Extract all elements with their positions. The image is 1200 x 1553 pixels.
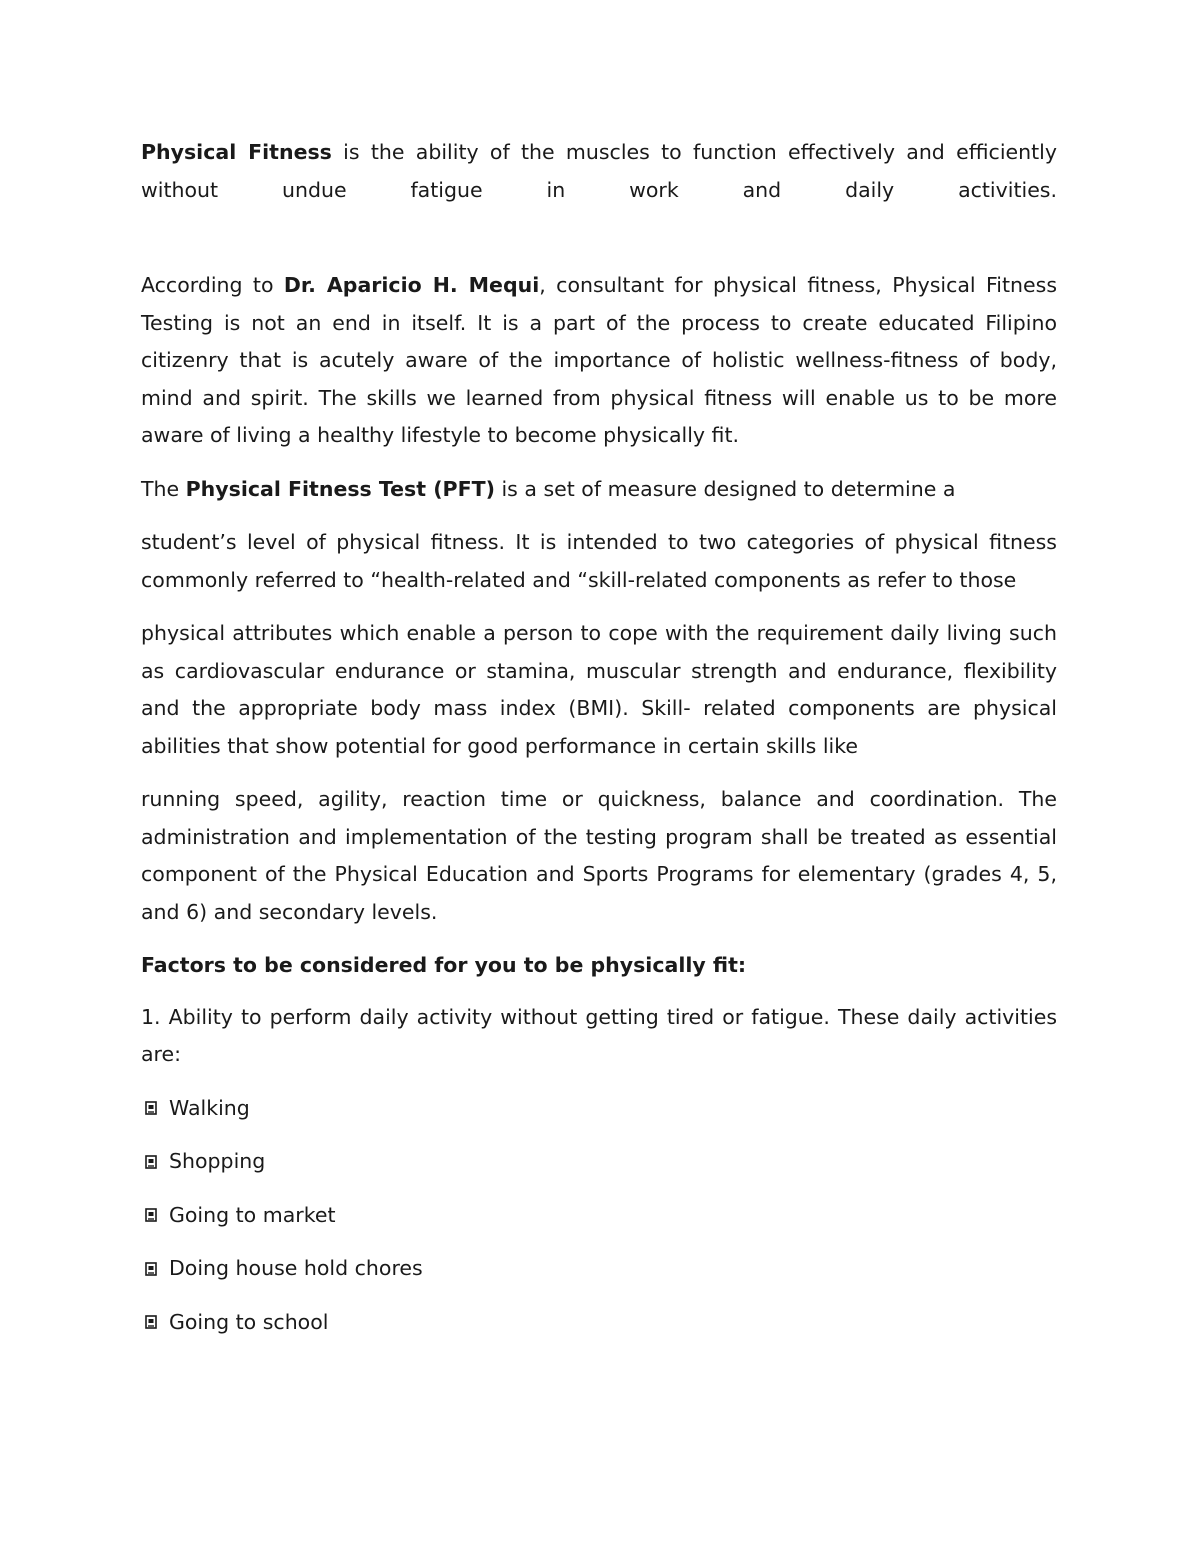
paragraph-attributes bbox=[141, 615, 1057, 765]
factor-1-text: 1. Ability to perform daily activity without getting tired or fatigue. These daily activities are: bbox=[141, 1004, 1057, 1066]
document-page bbox=[141, 134, 1057, 1357]
pft-text: is a set of measure designed to determine a bbox=[494, 476, 956, 501]
name-mequi: Dr. Aparicio H. Mequi bbox=[283, 273, 540, 297]
paragraph-skills bbox=[141, 781, 1057, 931]
definition-text: is the ability of the muscles to function effectively and efficiently without undue fatigue in work and daily activities. bbox=[141, 140, 1057, 202]
list-item bbox=[141, 1304, 1057, 1342]
list-item bbox=[141, 1197, 1057, 1235]
term-physical-fitness: Physical Fitness bbox=[141, 140, 332, 164]
list-item-label: Shopping bbox=[169, 1149, 266, 1173]
bullet-box-icon bbox=[145, 1315, 157, 1329]
bullet-box-icon bbox=[145, 1262, 157, 1276]
list-item-label: Walking bbox=[169, 1095, 250, 1120]
paragraph-categories bbox=[141, 524, 1057, 599]
mequi-lead: According to bbox=[141, 273, 284, 297]
bullet-box-icon bbox=[145, 1155, 157, 1169]
list-item bbox=[141, 1090, 1057, 1128]
categories-text: student’s level of physical fitness. It is intended to two categories of physical fitness commonly referred to “health-related and “skill-related components as refer to those bbox=[141, 530, 1057, 592]
activities-list bbox=[141, 1090, 1057, 1342]
skills-text: running speed, agility, reaction time or quickness, balance and coordination. The administration and implementation of the testing program shall be treated as essential component of the Physical Education and Sports Programs for elementary (grades 4, 5, and 6) and secondary levels. bbox=[141, 787, 1057, 924]
factors-heading: Factors to be considered for you to be physically fit: bbox=[141, 953, 747, 977]
factor-1 bbox=[141, 999, 1057, 1074]
list-item-label: Doing house hold chores bbox=[169, 1256, 423, 1280]
attributes-text: physical attributes which enable a person to cope with the requirement daily living such as cardiovascular endurance or stamina, muscular strength and endurance, flexibility and the appropriate body mass index (BMI). Skill- related components are physical abilities that show potential for good performance in certain skills like bbox=[141, 621, 1057, 758]
list-item bbox=[141, 1143, 1057, 1181]
pft-lead: The bbox=[141, 476, 186, 501]
mequi-text: , consultant for physical fitness, Physical Fitness Testing is not an end in itself. It is a part of the process to create educated Filipino citizenry that is acutely aware of the importance of holistic wellness-fitness of body, mind and spirit. The skills we learned from physical fitness will enable us to be more aware of living a healthy lifestyle to become physically fit. bbox=[141, 273, 1057, 447]
term-pft: Physical Fitness Test (PFT) bbox=[185, 476, 495, 501]
paragraph-mequi bbox=[141, 267, 1057, 455]
list-item-label: Going to school bbox=[169, 1309, 329, 1334]
bullet-box-icon bbox=[145, 1101, 157, 1115]
paragraph-physical-fitness-definition bbox=[141, 134, 1057, 209]
bullet-box-icon bbox=[145, 1208, 157, 1222]
list-item-label: Going to market bbox=[169, 1202, 336, 1227]
paragraph-pft bbox=[141, 471, 1057, 509]
list-item bbox=[141, 1250, 1057, 1288]
